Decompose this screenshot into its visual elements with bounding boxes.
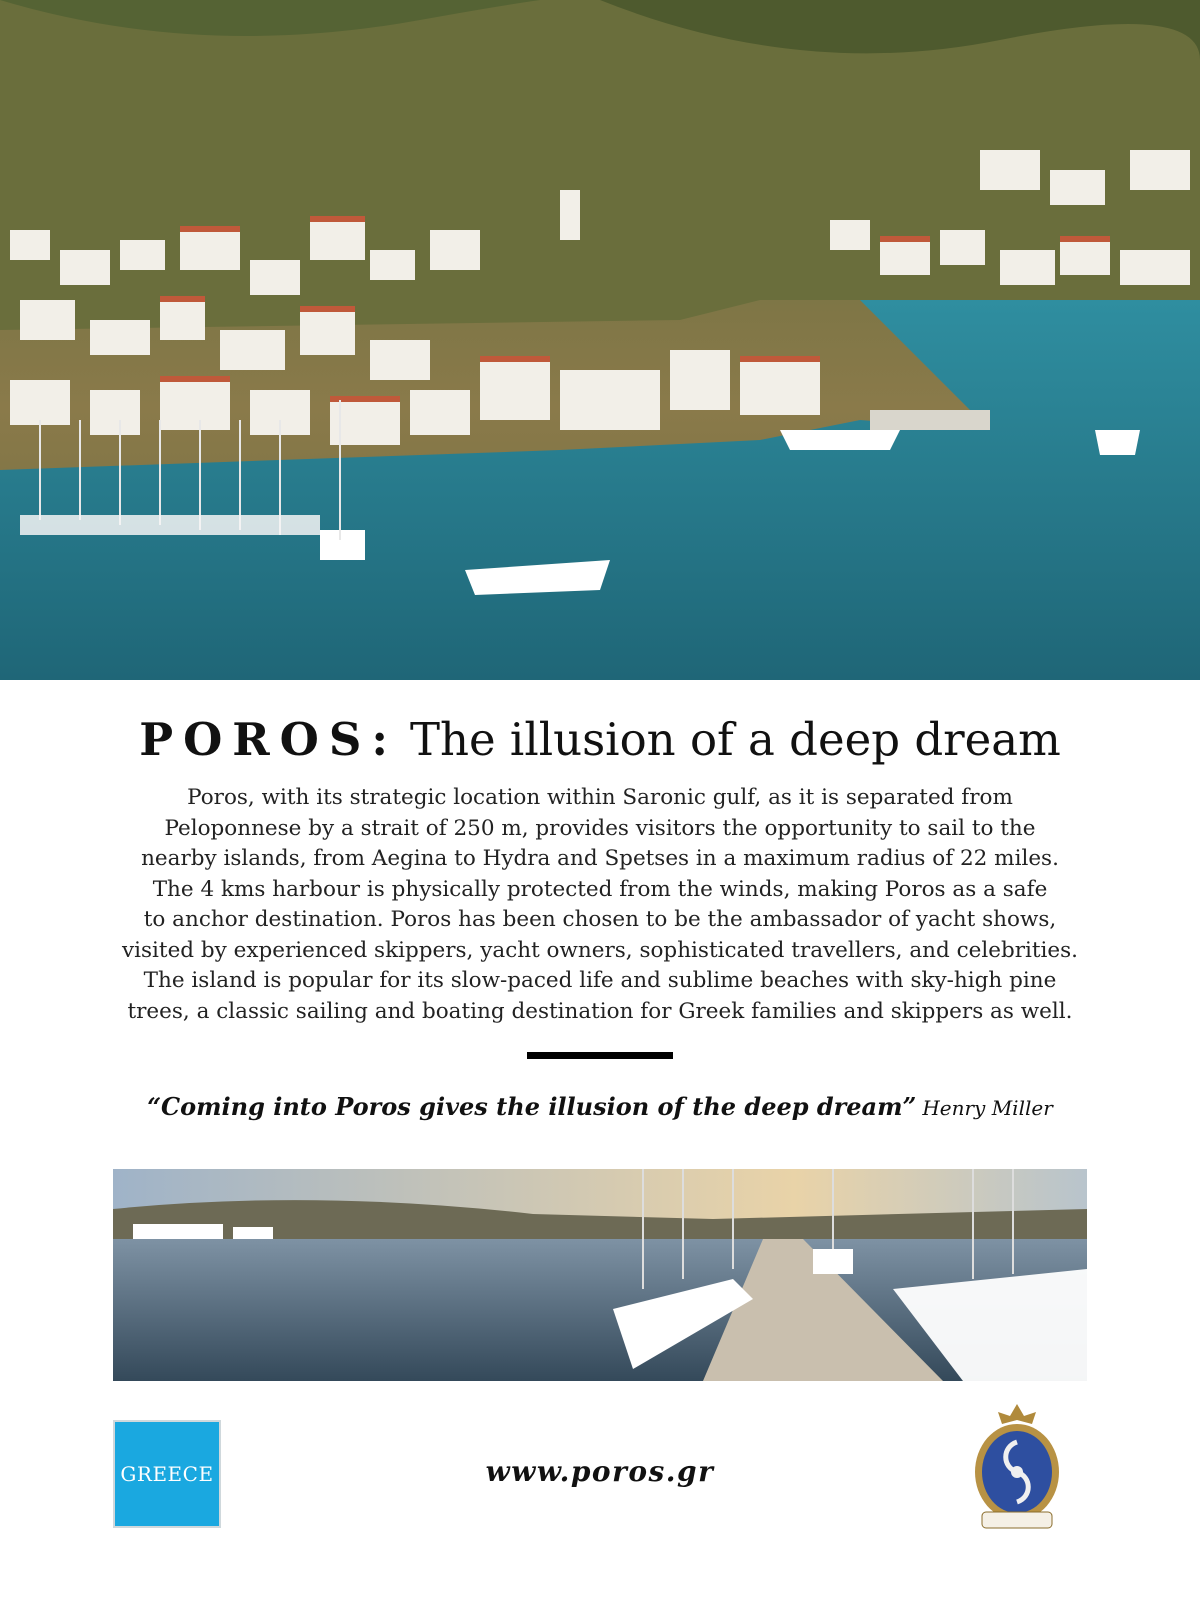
intro-paragraph (100, 783, 1100, 1027)
title-city: POROS (139, 713, 372, 766)
section-divider (527, 1052, 673, 1059)
page-title (0, 712, 1200, 768)
quote-text: “Coming into Poros gives the illusion of the deep dream” (147, 1092, 917, 1121)
quote-author: Henry Miller (922, 1096, 1053, 1120)
paragraph-line: nearby islands, from Aegina to Hydra and Spetses in a maximum radius of 22 miles. (141, 846, 1059, 871)
greece-logo-text: GREECE (120, 1462, 214, 1486)
paragraph-line: Poros, with its strategic location within Saronic gulf, as it is separated from (187, 785, 1013, 810)
paragraph-line: The island is popular for its slow-paced life and sublime beaches with sky-high pine (143, 968, 1057, 993)
greece-logo (113, 1420, 221, 1528)
paragraph-line: trees, a classic sailing and boating destination for Greek families and skippers as well. (127, 998, 1073, 1024)
paragraph-line: Peloponnese by a strait of 250 m, provides visitors the opportunity to sail to the (164, 815, 1036, 841)
quote (0, 1090, 1200, 1125)
paragraph-line: to anchor destination. Poros has been chosen to be the ambassador of yacht shows, (143, 907, 1057, 932)
website-link[interactable]: www.poros.gr (485, 1455, 715, 1488)
marina-panorama-photo (113, 1169, 1087, 1381)
paragraph-line: visited by experienced skippers, yacht owners, sophisticated travellers, and celebrities. (122, 937, 1078, 963)
hero-photo-poros-harbour (0, 0, 1200, 680)
municipality-seal (962, 1402, 1072, 1542)
paragraph-line: The 4 kms harbour is physically protected from the winds, making Poros as a safe (152, 876, 1048, 902)
title-tagline: The illusion of a deep dream (410, 713, 1061, 766)
title-colon: : (371, 713, 388, 766)
